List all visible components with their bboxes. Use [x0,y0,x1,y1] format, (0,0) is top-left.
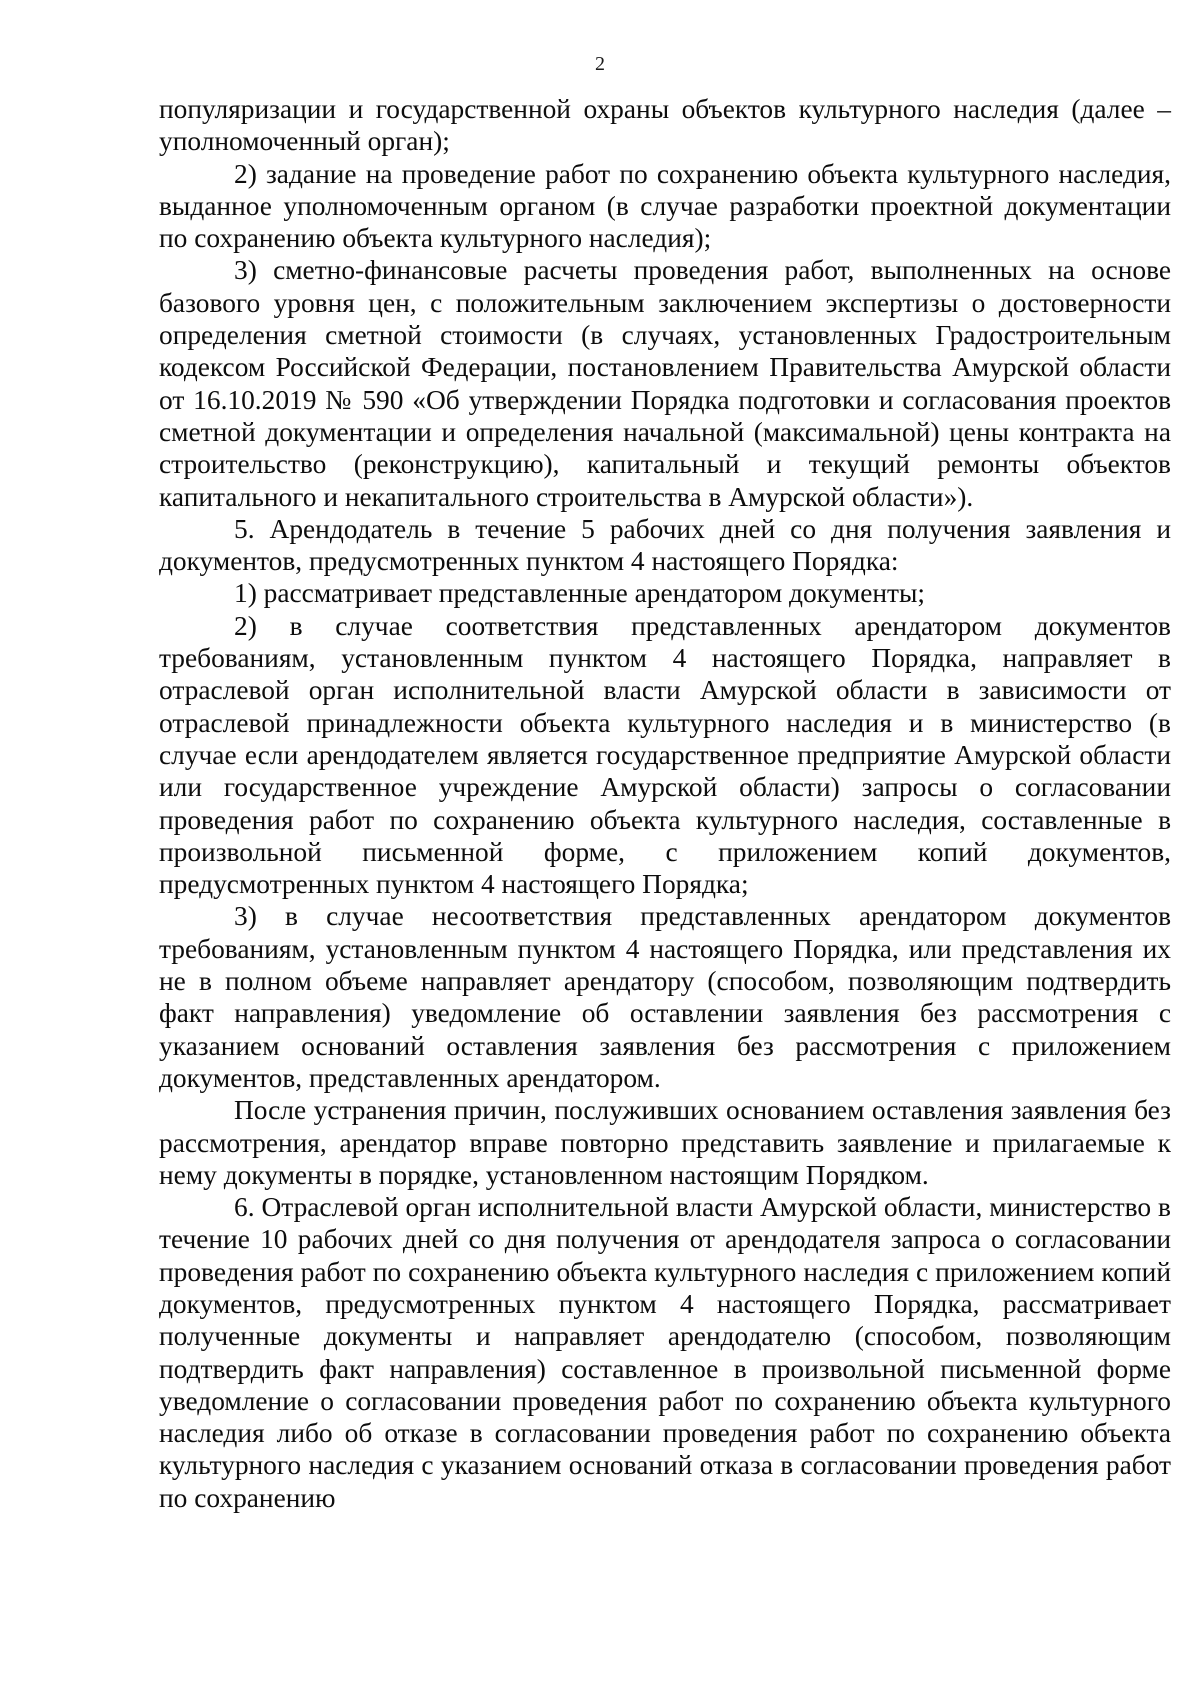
paragraph-clause-5-item-1: 1) рассматривает представленные арендатором документы; [234,578,926,609]
paragraph-item-2: 2) задание на проведение работ по сохранению объекта культурного наследия, выданное уполномоченным органом (в случае разработки проектной документации по сохранению объекта культурного наследия); [159,158,1171,254]
paragraph-item-3: 3) сметно-финансовые расчеты проведения работ, выполненных на основе базового уровня цен, с положительным заключением экспертизы о достоверности определения сметной стоимости (в случаях, установленных Градостроительным кодексом Российской Федерации, постановлением Правительства Амурской области от 16.10.2019 № 590 «Об утверждении Порядка подготовки и согласования проектов сметной документации и определения начальной (максимальной) цены контракта на строительство (реконструкцию), капитальный и текущий ремонты объектов капитального и некапитального строительства в Амурской области»). [159,255,1171,512]
page-number: 2 [595,53,605,75]
paragraph-clause-5: 5. Арендодатель в течение 5 рабочих дней со дня получения заявления и документов, предусмотренных пунктом 4 настоящего Порядка: [159,513,1171,577]
document-body [159,93,1171,1514]
paragraph-clause-6: 6. Отраслевой орган исполнительной власти Амурской области, министерство в течение 10 рабочих дней со дня получения от арендодателя запроса о согласовании проведения работ по сохранению объекта культурного наследия с приложением копий документов, предусмотренных пунктом 4 настоящего Порядка, рассматривает полученные документы и направляет арендодателю (способом, позволяющим подтвердить факт направления) составленное в произвольной письменной форме уведомление о согласовании проведения работ по сохранению объекта культурного наследия либо об отказе в согласовании проведения работ по сохранению объекта культурного наследия с указанием оснований отказа в согласовании проведения работ по сохранению [159,1192,1171,1513]
paragraph-clause-5-item-2: 2) в случае соответствия представленных арендатором документов требованиям, установленным пунктом 4 настоящего Порядка, направляет в отраслевой орган исполнительной власти Амурской области в зависимости от отраслевой принадлежности объекта культурного наследия и в министерство (в случае если арендодателем является государственное предприятие Амурской области или государственное учреждение Амурской области) запросы о согласовании проведения работ по сохранению объекта культурного наследия, составленные в произвольной письменной форме, с приложением копий документов, предусмотренных пунктом 4 настоящего Порядка; [159,610,1171,900]
paragraph-resubmission: После устранения причин, послуживших основанием оставления заявления без рассмотрения, арендатор вправе повторно представить заявление и прилагаемые к нему документы в порядке, установленном настоящим Порядком. [159,1095,1171,1190]
paragraph-continuation: популяризации и государственной охраны объектов культурного наследия (далее – уполномоченный орган); [159,94,1171,157]
paragraph-clause-5-item-3: 3) в случае несоответствия представленных арендатором документов требованиям, установленным пунктом 4 настоящего Порядка, или представления их не в полном объеме направляет арендатору (способом, позволяющим подтвердить факт направления) уведомление об оставлении заявления без рассмотрения с указанием оснований оставления заявления без рассмотрения с приложением документов, представленных арендатором. [159,901,1171,1093]
